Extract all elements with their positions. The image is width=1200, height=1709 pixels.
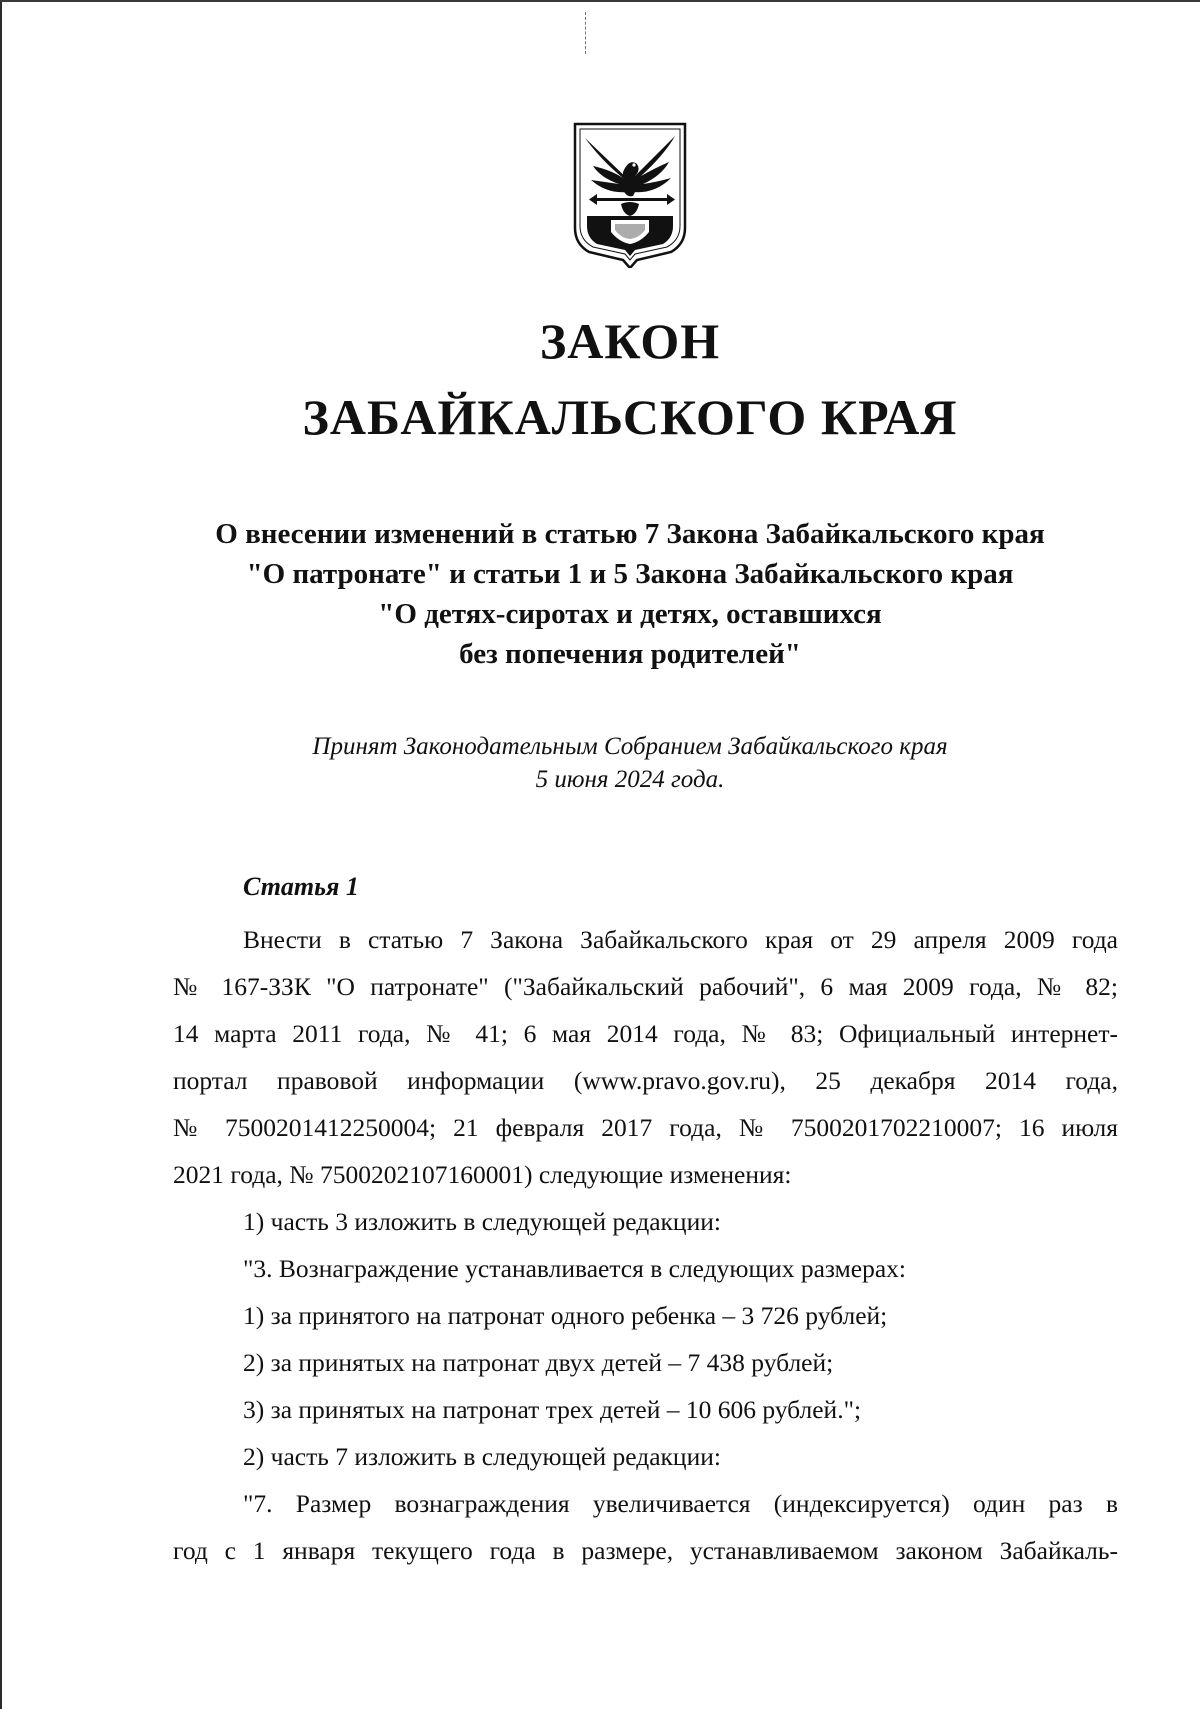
article-body xyxy=(173,916,1118,1574)
list-item: 3) за принятых на патронат трех детей – 10 606 рублей."; xyxy=(243,1395,862,1424)
list-item: 2) за принятых на патронат двух детей – 7 438 рублей; xyxy=(243,1348,834,1377)
article-title: Статья 1 xyxy=(243,872,359,901)
list-item: 1) часть 3 изложить в следующей редакции: xyxy=(243,1207,721,1236)
heading-line: О внесении изменений в статью 7 Закона Забайкальского края xyxy=(215,518,1045,550)
law-title: ЗАКОН xyxy=(539,313,721,369)
body-line: № 167-ЗЗК "О патронате" ("Забайкальский рабочий", 6 мая 2009 года, № 82; xyxy=(173,972,1118,1001)
heading-line: "О детях-сиротах и детях, оставшихся xyxy=(378,598,882,630)
coat-of-arms-emblem xyxy=(571,120,689,268)
adoption-date: 5 июня 2024 года. xyxy=(535,766,725,793)
body-line: 14 марта 2011 года, № 41; 6 мая 2014 года, № 83; Официальный интернет- xyxy=(173,1019,1118,1048)
body-line: Внести в статью 7 Закона Забайкальского края от 29 апреля 2009 года xyxy=(243,925,1118,954)
heading-line: "О патронате" и статьи 1 и 5 Закона Забайкальского края xyxy=(246,558,1014,590)
body-line: "7. Размер вознаграждения увеличивается (индексируется) один раз в xyxy=(243,1489,1118,1518)
law-heading xyxy=(0,514,1200,674)
list-item: 2) часть 7 изложить в следующей редакции: xyxy=(243,1442,721,1471)
body-line: № 7500201412250004; 21 февраля 2017 года, № 7500201702210007; 16 июля xyxy=(173,1113,1118,1142)
fold-mark xyxy=(585,12,587,54)
body-line: год с 1 января текущего года в размере, устанавливаемом законом Забайкаль- xyxy=(173,1536,1118,1565)
body-line: 2021 года, № 7500202107160001) следующие изменения: xyxy=(173,1160,792,1189)
scan-edge xyxy=(0,0,2,1709)
adoption-note xyxy=(0,730,1200,796)
heading-line: без попечения родителей" xyxy=(459,638,801,670)
scan-edge-top xyxy=(0,0,1200,2)
body-line: портал правовой информации (www.pravo.gov.ru), 25 декабря 2014 года, xyxy=(173,1066,1118,1095)
adoption-body: Принят Законодательным Собранием Забайкальского края xyxy=(312,733,948,760)
list-item: "3. Вознаграждение устанавливается в следующих размерах: xyxy=(243,1254,906,1283)
law-region-title: ЗАБАЙКАЛЬСКОГО КРАЯ xyxy=(302,389,958,445)
list-item: 1) за принятого на патронат одного ребенка – 3 726 рублей; xyxy=(243,1301,888,1330)
